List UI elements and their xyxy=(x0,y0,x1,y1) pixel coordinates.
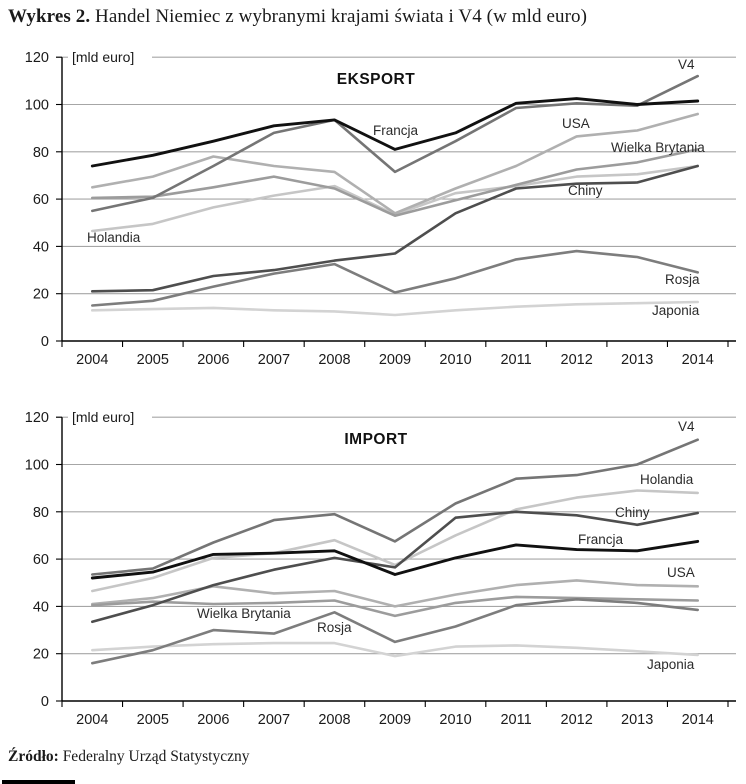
series-line-rosja xyxy=(92,251,697,305)
series-line-v4 xyxy=(92,440,697,575)
y-axis-tick-label: 0 xyxy=(40,334,49,350)
series-line-v4 xyxy=(92,76,697,211)
x-axis-tick-label: 2010 xyxy=(439,712,472,728)
y-axis-tick-label: 40 xyxy=(32,599,49,616)
x-axis-tick-label: 2011 xyxy=(500,712,532,728)
source-note-text: Federalny Urząd Statystyczny xyxy=(58,748,250,765)
x-axis-tick-label: 2008 xyxy=(318,712,351,728)
x-axis-tick-label: 2007 xyxy=(257,712,291,728)
x-axis-tick-label: 2006 xyxy=(197,352,230,368)
series-label-japonia: Japonia xyxy=(652,303,700,318)
series-line-chiny xyxy=(92,166,697,291)
footer-bar-fragment xyxy=(2,780,75,784)
y-axis-tick-label: 80 xyxy=(32,144,49,161)
chart-section-title: EKSPORT xyxy=(336,71,416,88)
y-axis-tick-label: 100 xyxy=(24,457,49,474)
x-axis-tick-label: 2009 xyxy=(378,712,412,728)
series-label-usa: USA xyxy=(667,565,695,580)
page-title-prefix: Wykres 2. xyxy=(8,6,91,27)
x-axis-tick-label: 2005 xyxy=(136,712,169,728)
series-label-wielka-brytania: Wielka Brytania xyxy=(197,606,291,621)
series-label-chiny: Chiny xyxy=(568,183,603,198)
line-chart xyxy=(0,404,746,734)
series-label-francja: Francja xyxy=(373,123,419,138)
series-label-japonia: Japonia xyxy=(647,657,695,672)
eksport-chart xyxy=(0,44,746,374)
series-label-francja: Francja xyxy=(578,532,624,547)
series-line-holandia xyxy=(92,166,697,231)
source-note-prefix: Źródło: xyxy=(8,748,59,765)
y-axis-tick-label: 60 xyxy=(32,192,49,209)
x-axis-tick-label: 2010 xyxy=(439,352,472,368)
y-axis-tick-label: 120 xyxy=(24,410,49,427)
x-axis-tick-label: 2013 xyxy=(621,712,654,728)
series-label-holandia: Holandia xyxy=(87,230,141,245)
series-label-chiny: Chiny xyxy=(615,505,650,520)
x-axis-tick-label: 2014 xyxy=(681,352,714,368)
page-title-text: Handel Niemiec z wybranymi krajami świata i V4 (w mld euro) xyxy=(90,6,588,27)
y-axis-tick-label: 80 xyxy=(32,504,49,521)
line-chart xyxy=(0,44,746,374)
series-label-wielka-brytania: Wielka Brytania xyxy=(611,140,705,155)
chart-section-title: IMPORT xyxy=(344,431,408,448)
page-title xyxy=(8,6,587,28)
x-axis-tick-label: 2004 xyxy=(76,352,109,368)
y-axis-tick-label: 20 xyxy=(32,286,49,303)
x-axis-tick-label: 2012 xyxy=(560,712,593,728)
x-axis-tick-label: 2004 xyxy=(76,712,109,728)
x-axis-tick-label: 2013 xyxy=(621,352,654,368)
y-axis-tick-label: 20 xyxy=(32,646,49,663)
y-axis-tick-label: 40 xyxy=(32,239,49,256)
import-chart xyxy=(0,404,746,734)
series-label-v4: V4 xyxy=(678,57,695,72)
series-label-rosja: Rosja xyxy=(665,272,700,287)
y-axis-tick-label: 60 xyxy=(32,552,49,569)
x-axis-tick-label: 2012 xyxy=(560,352,593,368)
series-label-rosja: Rosja xyxy=(317,620,352,635)
x-axis-tick-label: 2005 xyxy=(136,352,169,368)
unit-label: [mld euro] xyxy=(72,409,135,426)
series-label-holandia: Holandia xyxy=(640,472,694,487)
source-note xyxy=(8,748,250,766)
unit-label: [mld euro] xyxy=(72,49,135,66)
x-axis-tick-label: 2011 xyxy=(500,352,532,368)
series-label-v4: V4 xyxy=(678,419,695,434)
x-axis-tick-label: 2008 xyxy=(318,352,351,368)
x-axis-tick-label: 2014 xyxy=(681,712,714,728)
x-axis-tick-label: 2009 xyxy=(378,352,412,368)
x-axis-tick-label: 2006 xyxy=(197,712,230,728)
series-label-usa: USA xyxy=(562,116,590,131)
y-axis-tick-label: 0 xyxy=(40,694,49,710)
y-axis-tick-label: 120 xyxy=(24,50,49,67)
series-line-japonia xyxy=(92,302,697,315)
x-axis-tick-label: 2007 xyxy=(257,352,291,368)
y-axis-tick-label: 100 xyxy=(24,97,49,114)
